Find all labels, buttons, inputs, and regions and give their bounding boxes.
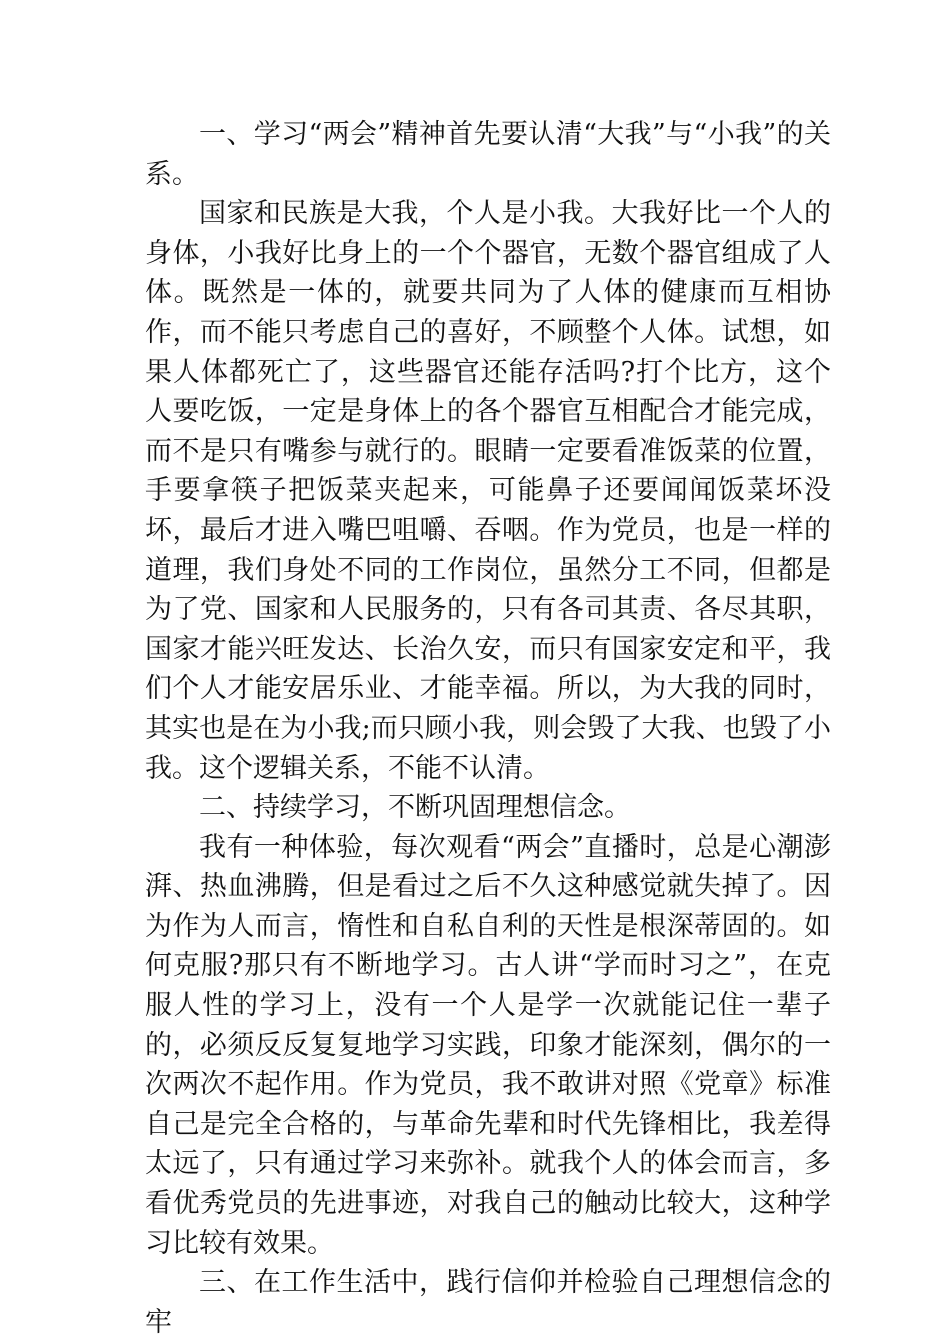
section-heading-2: 二、持续学习，不断巩固理想信念。 xyxy=(199,792,631,824)
section-heading-1: 一、学习“两会”精神首先要认清“大我”与“小我”的关系。 xyxy=(145,119,831,190)
body-paragraph-1: 国家和民族是大我，个人是小我。大我好比一个人的身体，小我好比身上的一个个器官，无数个器官组成了人体。既然是一体的，就要共同为了人体的健康而互相协作，而不能只考虑自己的喜好，不顾整个人体。试想，如果人体都死亡了，这些器官还能存活吗?打个比方，这个人要吃饭，一定是身体上的各个器官互相配合才能完成，而不是只有嘴参与就行的。眼睛一定要看准饭菜的位置，手要拿筷子把饭菜夹起来，可能鼻子还要闻闻饭菜坏没坏，最后才进入嘴巴咀嚼、吞咽。作为党员，也是一样的道理，我们身处不同的工作岗位，虽然分工不同，但都是为了党、国家和人民服务的，只有各司其责、各尽其职，国家才能兴旺发达、长治久安，而只有国家安定和平，我们个人才能安居乐业、才能幸福。所以，为大我的同时，其实也是在为小我;而只顾小我，则会毁了大我、也毁了小我。这个逻辑关系，不能不认清。 xyxy=(145,198,831,784)
document-body xyxy=(145,115,831,1342)
body-paragraph-2: 我有一种体验，每次观看“两会”直播时，总是心潮澎湃、热血沸腾，但是看过之后不久这种感觉就失掉了。因为作为人而言，惰性和自私自利的天性是根深蒂固的。如何克服?那只有不断地学习。古人讲“学而时习之”，在克服人性的学习上，没有一个人是学一次就能记住一辈子的，必须反反复复地学习实践，印象才能深刻，偶尔的一次两次不起作用。作为党员，我不敢讲对照《党章》标准自己是完全合格的，与革命先辈和时代先锋相比，我差得太远了，只有通过学习来弥补。就我个人的体会而言，多看优秀党员的先进事迹，对我自己的触动比较大，这种学习比较有效果。 xyxy=(145,831,831,1259)
section-heading-3: 三、在工作生活中，践行信仰并检验自己理想信念的牢 xyxy=(145,1267,831,1338)
